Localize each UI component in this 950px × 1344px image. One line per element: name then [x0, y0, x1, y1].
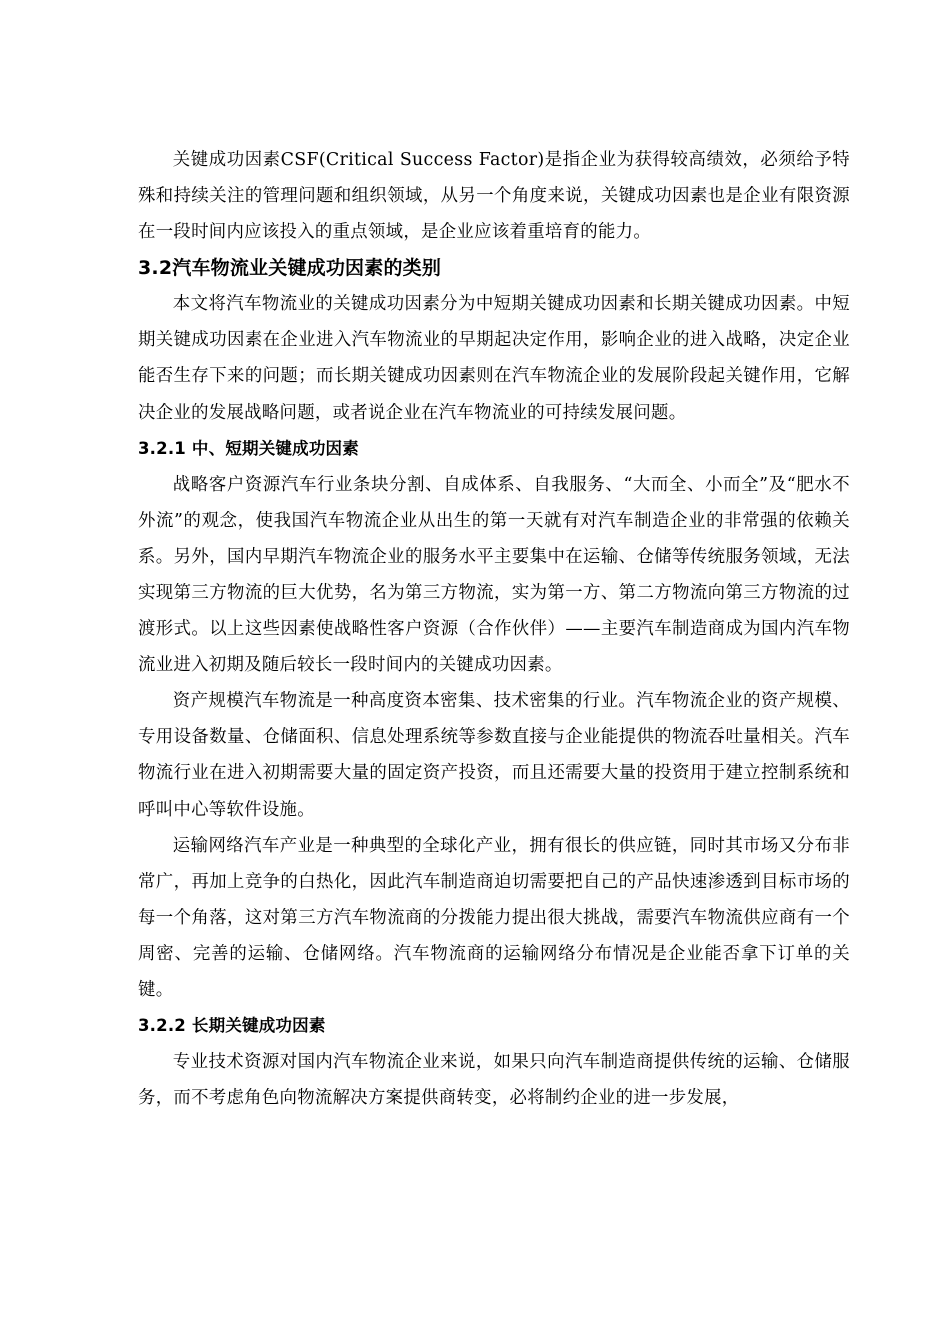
paragraph-strategic-customers: 战略客户资源汽车行业条块分割、自成体系、自我服务、“大而全、小而全”及“肥水不外流”的观念，使我国汽车物流企业从出生的第一天就有对汽车制造企业的非常强的依赖关系。另外，国内早期汽车物流企业的服务水平主要集中在运输、仓储等传统服务领域，无法实现第三方物流的巨大优势，名为第三方物流，实为第一方、第二方物流向第三方物流的过渡形式。以上这些因素使战略性客户资源（合作伙伴）——主要汽车制造商成为国内汽车物流业进入初期及随后较长一段时间内的关键成功因素。: [138, 474, 850, 676]
paragraph-csf-categories: 本文将汽车物流业的关键成功因素分为中短期关键成功因素和长期关键成功因素。中短期关键成功因素在企业进入汽车物流业的早期起决定作用，影响企业的进入战略，决定企业能否生存下来的问题；而长期关键成功因素则在汽车物流企业的发展阶段起关键作用，它解决企业的发展战略问题，或者说企业在汽车物流业的可持续发展问题。: [138, 294, 850, 423]
paragraph-csf-definition: 关键成功因素CSF(Critical Success Factor)是指企业为获得较高绩效，必须给予特殊和持续关注的管理问题和组织领域，从另一个角度来说，关键成功因素也是企业有限资源在一段时间内应该投入的重点领域，是企业应该着重培育的能力。: [138, 150, 850, 243]
section-heading-3-2: 3.2汽车物流业关键成功因素的类别: [138, 257, 442, 280]
subsection-heading-3-2-1: 3.2.1 中、短期关键成功因素: [138, 438, 359, 458]
document-page: [138, 142, 850, 1116]
paragraph-asset-scale: 资产规模汽车物流是一种高度资本密集、技术密集的行业。汽车物流企业的资产规模、专用设备数量、仓储面积、信息处理系统等参数直接与企业能提供的物流吞吐量相关。汽车物流行业在进入初期需要大量的固定资产投资，而且还需要大量的投资用于建立控制系统和呼叫中心等软件设施。: [138, 691, 850, 820]
subsection-heading-3-2-2: 3.2.2 长期关键成功因素: [138, 1016, 326, 1036]
paragraph-transport-network: 运输网络汽车产业是一种典型的全球化产业，拥有很长的供应链，同时其市场又分布非常广，再加上竞争的白热化，因此汽车制造商迫切需要把自己的产品快速渗透到目标市场的每一个角落，这对第三方汽车物流商的分拨能力提出很大挑战，需要汽车物流供应商有一个周密、完善的运输、仓储网络。汽车物流商的运输网络分布情况是企业能否拿下订单的关键。: [138, 835, 850, 1000]
paragraph-technical-resources: 专业技术资源对国内汽车物流企业来说，如果只向汽车制造商提供传统的运输、仓储服务，而不考虑角色向物流解决方案提供商转变，必将制约企业的进一步发展，: [138, 1052, 850, 1109]
